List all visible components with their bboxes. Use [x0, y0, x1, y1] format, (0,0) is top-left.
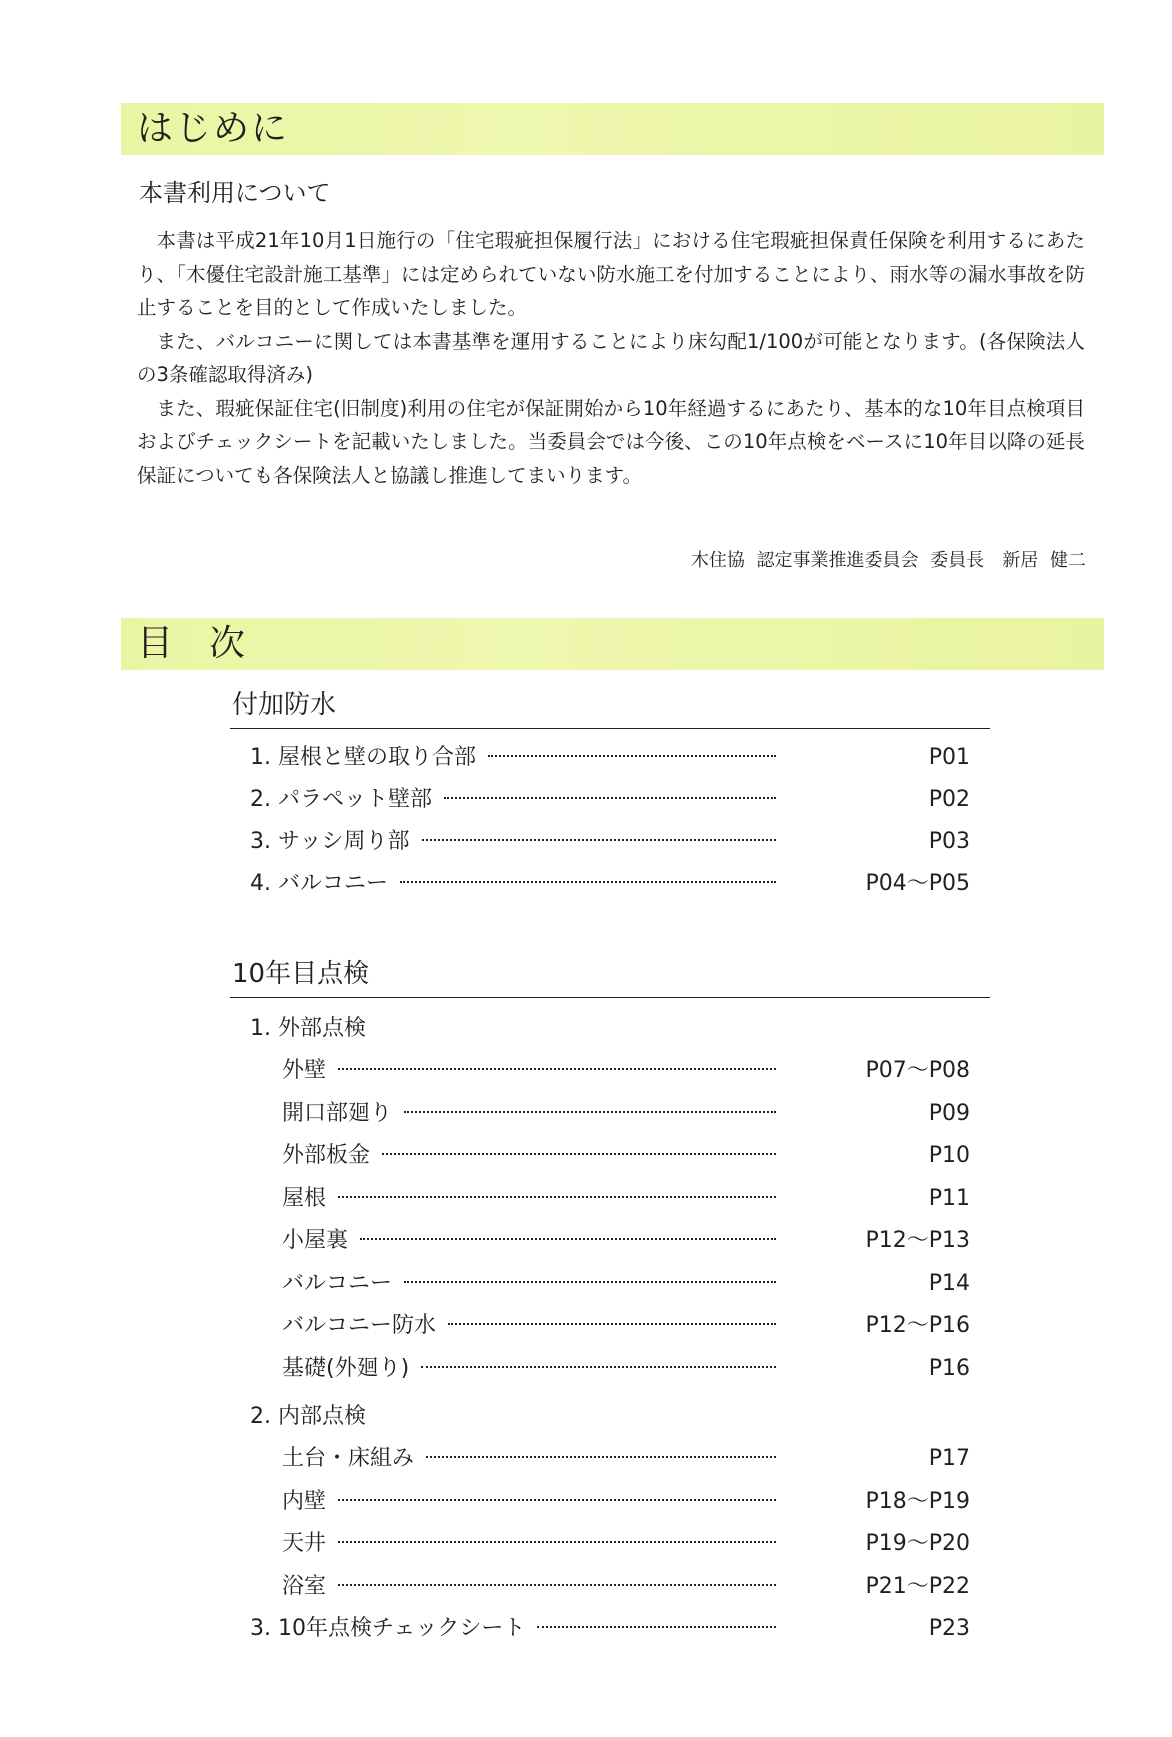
toc-entry-page: P17 [928, 1446, 970, 1471]
dot-leader [382, 1153, 776, 1155]
intro-heading-band [121, 103, 1104, 155]
toc-entry-page: P07〜P08 [865, 1058, 970, 1083]
toc-entry[interactable] [250, 863, 990, 905]
toc-entry-label: 開口部廻り [282, 1100, 393, 1126]
toc-entry-label: バルコニー [282, 1270, 393, 1296]
toc-section-title: 10年目点検 [230, 957, 990, 998]
toc-section-10-year-inspection [230, 957, 990, 1650]
toc-entry-page: P12〜P16 [865, 1313, 970, 1338]
dot-leader [360, 1238, 776, 1240]
toc-entry-page: P16 [928, 1355, 970, 1381]
toc-entry[interactable] [282, 1178, 990, 1221]
intro-body [137, 224, 1085, 492]
dot-leader [404, 1111, 776, 1113]
dot-leader [426, 1456, 776, 1458]
toc-entry[interactable] [282, 1305, 990, 1348]
toc-entry-label: 3. 10年点検チェックシート [250, 1616, 526, 1641]
toc-heading: 目次 [137, 623, 282, 664]
toc-entry-label: 浴室 [282, 1573, 327, 1599]
intro-signature: 木住協 認定事業推進委員会 委員長 新居 健二 [690, 550, 1086, 571]
intro-paragraph: 本書は平成21年10月1日施行の「住宅瑕疵担保履行法」における住宅瑕疵担保責任保険を利用するにあたり、「木優住宅設計施工基準」には定められていない防水施工を付加することにより、雨水等の漏水事故を防止することを目的として作成いたしました。 [137, 229, 1085, 319]
toc-entry[interactable] [282, 1438, 990, 1481]
toc-entry[interactable] [250, 779, 990, 821]
toc-heading-band [121, 618, 1104, 670]
toc-entry-label: 基礎(外廻り) [282, 1355, 410, 1381]
dot-leader [488, 755, 776, 757]
toc-entry[interactable] [250, 737, 990, 779]
toc-section-title: 付加防水 [230, 688, 990, 729]
intro-paragraph: また、バルコニーに関しては本書基準を運用することにより床勾配1/100が可能となります。(各保険法人の3条確認取得済み) [137, 329, 1085, 386]
toc-entry-page: P04〜P05 [865, 871, 970, 896]
dot-leader [404, 1281, 776, 1283]
intro-paragraph: また、瑕疵保証住宅(旧制度)利用の住宅が保証開始から10年経過するにあたり、基本的な10年目点検項目およびチェックシートを記載いたしました。当委員会では今後、この10年点検をベースに10年目以降の延長保証についても各保険法人と協議し推進してまいります。 [137, 396, 1085, 487]
toc-entry-label: 外部板金 [282, 1143, 371, 1168]
toc-entry-label: 天井 [282, 1531, 327, 1556]
toc-entry[interactable] [282, 1093, 990, 1136]
toc-entry[interactable] [250, 821, 990, 863]
dot-leader [422, 839, 776, 841]
dot-leader [338, 1541, 776, 1543]
dot-leader [338, 1584, 776, 1586]
toc-entry[interactable] [250, 1608, 990, 1650]
toc-entry-page: P19〜P20 [865, 1531, 970, 1556]
toc-entry-page: P21〜P22 [865, 1573, 970, 1599]
toc-entry-page: P02 [928, 787, 970, 812]
toc-entry-page: P11 [928, 1185, 970, 1211]
toc-entry[interactable] [282, 1135, 990, 1178]
dot-leader [338, 1499, 776, 1501]
toc-entry[interactable] [282, 1523, 990, 1566]
toc-entry-label: 3. サッシ周り部 [250, 829, 410, 854]
toc-entry[interactable] [282, 1566, 990, 1609]
dot-leader [537, 1626, 776, 1628]
toc-entry-page: P12〜P13 [865, 1228, 970, 1253]
toc-entry[interactable] [282, 1050, 990, 1093]
toc-entry-label: 内壁 [282, 1488, 327, 1514]
toc-entry[interactable] [282, 1220, 990, 1263]
intro-subtitle: 本書利用について [139, 179, 331, 207]
toc-entry-label: 外壁 [282, 1058, 327, 1083]
toc-entry-label: 2. パラペット壁部 [250, 787, 432, 812]
toc-entry-label: 小屋裏 [282, 1228, 349, 1253]
toc-entry-label: 4. バルコニー [250, 871, 388, 896]
toc-entry-page: P23 [928, 1616, 970, 1641]
toc-entry[interactable] [282, 1348, 990, 1391]
dot-leader [338, 1196, 776, 1198]
toc-entry-page: P09 [928, 1100, 970, 1126]
toc-entry-page: P01 [928, 745, 970, 770]
toc-entry[interactable] [282, 1263, 990, 1306]
intro-heading: はじめに [137, 108, 290, 149]
dot-leader [444, 797, 776, 799]
toc-entry-page: P03 [928, 829, 970, 854]
toc-entry-label: 土台・床組み [282, 1446, 415, 1471]
toc-section-addon-waterproofing [230, 688, 990, 905]
dot-leader [338, 1068, 776, 1070]
dot-leader [400, 881, 776, 883]
toc-entry-page: P10 [928, 1143, 970, 1168]
dot-leader [448, 1323, 776, 1325]
toc-entry-label: 1. 屋根と壁の取り合部 [250, 745, 476, 770]
toc-entry-page: P18〜P19 [865, 1488, 970, 1514]
toc-entry-label: バルコニー防水 [282, 1313, 437, 1338]
toc-entry[interactable] [282, 1481, 990, 1524]
toc-group-title[interactable]: 1. 外部点検 [250, 1016, 366, 1041]
dot-leader [421, 1366, 776, 1368]
toc-entry-page: P14 [928, 1270, 970, 1296]
toc-entry-label: 屋根 [282, 1185, 327, 1211]
toc-group-title[interactable]: 2. 内部点検 [250, 1404, 366, 1429]
